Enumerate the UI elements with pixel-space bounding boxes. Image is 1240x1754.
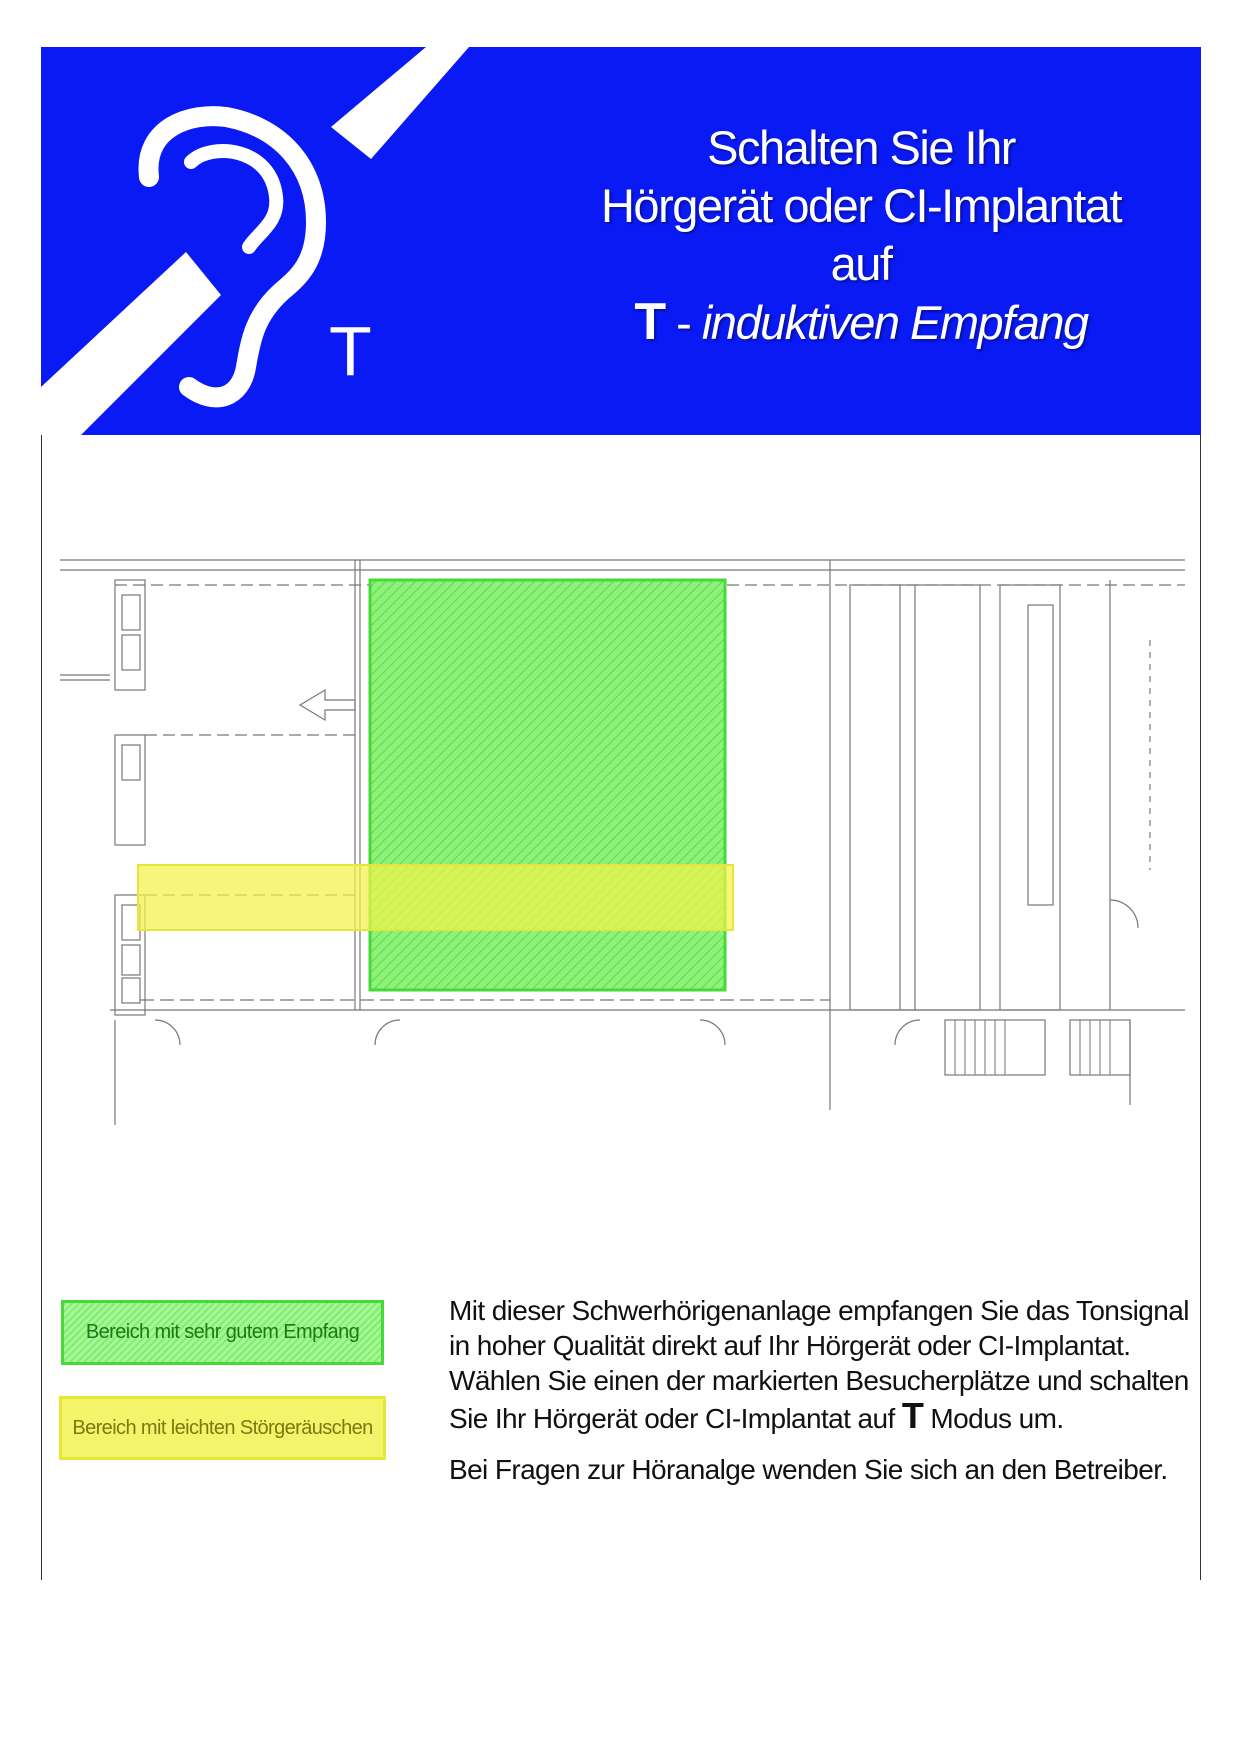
info-paragraph-2: Bei Fragen zur Höranalge wenden Sie sich an den Betreiber. bbox=[449, 1454, 1168, 1485]
legend-good-reception: Bereich mit sehr gutem Empfang bbox=[61, 1300, 384, 1365]
floor-plan bbox=[60, 550, 1190, 1130]
header-banner bbox=[41, 47, 1201, 435]
info-text bbox=[449, 1293, 1189, 1503]
headline-line-3: auf bbox=[830, 237, 892, 290]
info-paragraph-1-part-a: Mit dieser Schwerhörigenanlage empfangen Sie das Tonsignal in hoher Qualität direkt auf Ihr Hörgerät oder CI-Implantat. Wählen Sie einen der markierten Besucherplätze und schalten Sie Ihr Hörgerät oder CI-Implantat auf bbox=[449, 1295, 1189, 1434]
headline-line-1: Schalten Sie Ihr bbox=[707, 121, 1015, 174]
headline bbox=[541, 119, 1181, 352]
hearing-loop-ear-icon bbox=[41, 47, 541, 435]
info-paragraph-1 bbox=[449, 1293, 1189, 1436]
headline-line-4 bbox=[541, 293, 1181, 352]
zone-light-noise bbox=[138, 865, 733, 930]
headline-mode: induktiven Empfang bbox=[701, 296, 1088, 349]
info-paragraph-1-part-b: Modus um. bbox=[923, 1403, 1064, 1434]
legend-light-noise: Bereich mit leichten Störgeräuschen bbox=[59, 1396, 386, 1460]
logo-letter: T bbox=[329, 312, 372, 390]
info-t-mark: T bbox=[901, 1395, 924, 1436]
headline-line-2: Hörgerät oder CI-Implantat bbox=[600, 179, 1122, 232]
headline-separator: - bbox=[664, 296, 702, 349]
headline-t-mark: T bbox=[634, 293, 665, 351]
